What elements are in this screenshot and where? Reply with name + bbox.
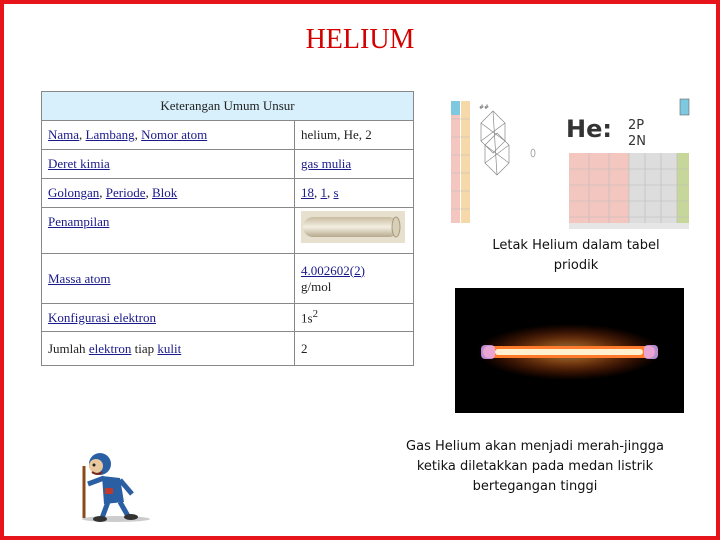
periodic-caption: Letak Helium dalam tabel priodik <box>492 238 660 273</box>
table-row <box>42 332 414 366</box>
row-value <box>295 304 414 332</box>
slide-title: HELIUM <box>305 24 415 55</box>
table-row <box>42 254 414 304</box>
link-kulit[interactable]: kulit <box>157 340 182 356</box>
he-symbol: He: <box>566 115 612 143</box>
svg-text:##: ## <box>479 104 490 111</box>
link-golongan[interactable]: Golongan <box>48 185 100 200</box>
row-label <box>42 332 295 366</box>
row-label: Golongan, Periode, Blok <box>42 179 295 208</box>
row-value: 18, 1, s <box>295 179 414 208</box>
table-row <box>42 304 414 332</box>
massa-unit: g/mol <box>301 278 332 294</box>
row-label-prefix: Jumlah <box>48 340 89 356</box>
link-blok[interactable]: Blok <box>152 185 178 200</box>
table-row <box>42 121 414 150</box>
link-lambang[interactable]: Lambang <box>85 127 135 142</box>
link-nomor-atom[interactable]: Nomor atom <box>141 127 208 142</box>
link-konfigurasi-elektron[interactable]: Konfigurasi elektron <box>48 309 156 325</box>
row-label <box>42 208 295 254</box>
link-penampilan[interactable]: Penampilan <box>48 214 110 229</box>
link-gas-mulia[interactable]: gas mulia <box>301 156 352 171</box>
helium-discharge-tube-image <box>455 288 684 413</box>
cartoon-figure-image <box>76 446 156 526</box>
gas-appearance-image <box>301 211 405 243</box>
row-label <box>42 150 295 179</box>
tube-caption: Gas Helium akan menjadi merah-jingga ketika diletakkan pada medan listrik bertegangan tinggi <box>406 439 664 494</box>
table-row <box>42 150 414 179</box>
link-nama[interactable]: Nama <box>48 127 80 142</box>
table-header: Keterangan Umum Unsur <box>42 92 414 121</box>
link-1[interactable]: 1 <box>320 185 327 200</box>
config-base: 1s <box>301 310 313 326</box>
table-row <box>42 179 414 208</box>
config-bottom: 2N <box>628 134 646 149</box>
table-row <box>42 208 414 254</box>
link-s[interactable]: s <box>333 185 339 200</box>
row-label: Nama, Lambang, Nomor atom <box>42 121 295 150</box>
config-sup: 2 <box>312 308 318 321</box>
row-value <box>295 254 414 304</box>
row-label <box>42 304 295 332</box>
table-header-row <box>42 92 414 121</box>
row-value <box>295 208 414 254</box>
link-deret-kimia[interactable]: Deret kimia <box>48 156 110 171</box>
row-value <box>295 150 414 179</box>
row-label <box>42 254 295 304</box>
link-18[interactable]: 18 <box>301 185 314 200</box>
link-periode[interactable]: Periode <box>105 185 146 200</box>
link-elektron[interactable]: elektron <box>88 340 132 356</box>
link-massa-atom[interactable]: Massa atom <box>48 270 111 286</box>
info-table <box>41 91 414 366</box>
row-value: 2 <box>295 332 414 366</box>
config-top: 2P <box>628 118 645 133</box>
link-massa-value[interactable]: 4.002602(2) <box>301 262 365 278</box>
periodic-table-image <box>451 97 691 229</box>
row-label-mid: tiap <box>131 340 158 356</box>
row-value: helium, He, 2 <box>295 121 414 150</box>
